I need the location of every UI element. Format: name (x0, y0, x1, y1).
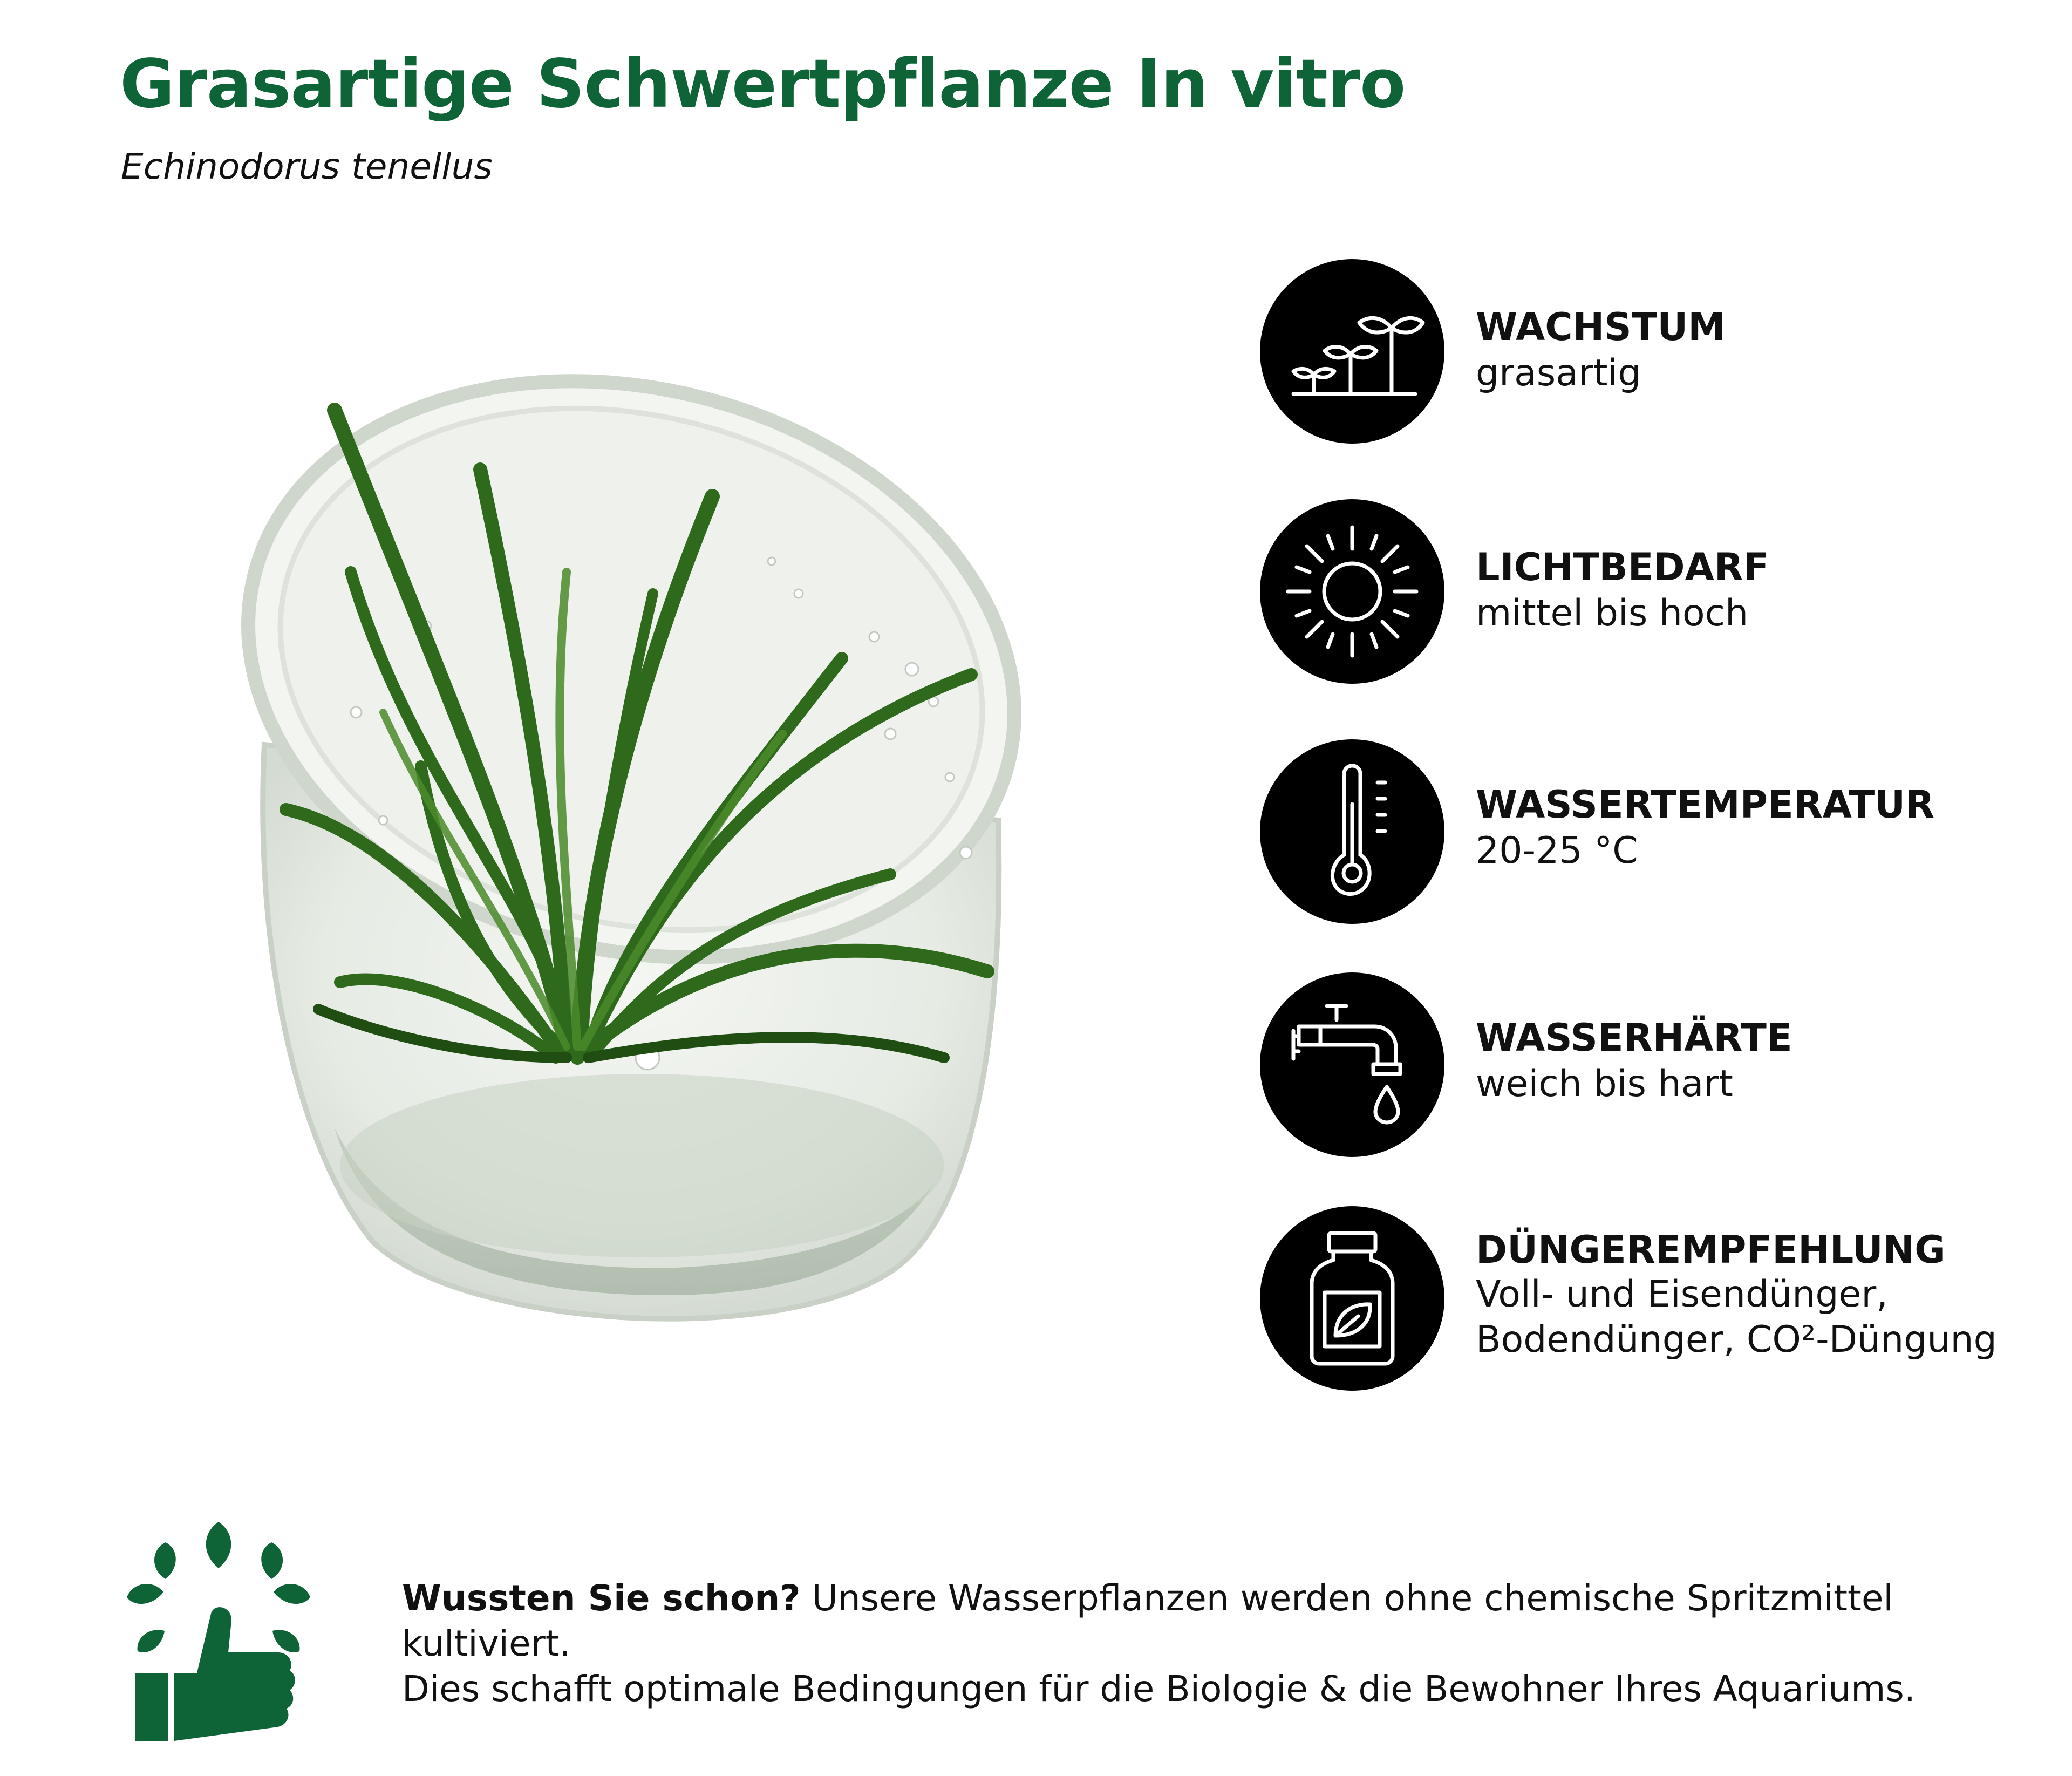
product-image (178, 291, 1203, 1371)
feature-label: WASSERHÄRTE (1476, 1016, 1792, 1060)
sun-icon (1260, 499, 1444, 684)
feature-label: WACHSTUM (1476, 305, 1726, 349)
feature-value: 20-25 °C (1476, 829, 1638, 872)
feature-value-line-1: Voll- und Eisendünger, (1476, 1273, 1888, 1316)
footer-line-1 (402, 1576, 2053, 1666)
footer-line-2: Dies schafft optimale Bedingungen für die Biologie & die Bewohner Ihres Aquariums. (402, 1668, 1916, 1710)
fertilizer-bottle-icon (1260, 1206, 1444, 1391)
scientific-name: Echinodorus tenellus (121, 146, 493, 187)
feature-value: mittel bis hoch (1476, 592, 1749, 635)
feature-value: grasartig (1476, 352, 1641, 394)
feature-label: LICHTBEDARF (1476, 545, 1769, 589)
thermometer-icon (1260, 739, 1444, 924)
footer-line-1-text: Unsere Wasserpflanzen werden ohne chemische Spritzmittel kultiviert. (402, 1577, 1893, 1664)
feature-label: DÜNGEREMPFEHLUNG (1476, 1228, 1946, 1272)
feature-value-line-2: Bodendünger, CO²-Düngung (1476, 1318, 1997, 1361)
water-tap-icon (1260, 972, 1444, 1157)
thumbs-up-leaf-icon (116, 1516, 321, 1743)
footer-lead: Wussten Sie schon? (402, 1577, 801, 1619)
feature-label: WASSERTEMPERATUR (1476, 782, 1934, 827)
footer-note (402, 1576, 2053, 1712)
plant-growth-icon (1260, 259, 1444, 444)
feature-value: weich bis hart (1476, 1063, 1733, 1105)
page-title: Grasartige Schwertpflanze In vitro (120, 45, 1406, 123)
